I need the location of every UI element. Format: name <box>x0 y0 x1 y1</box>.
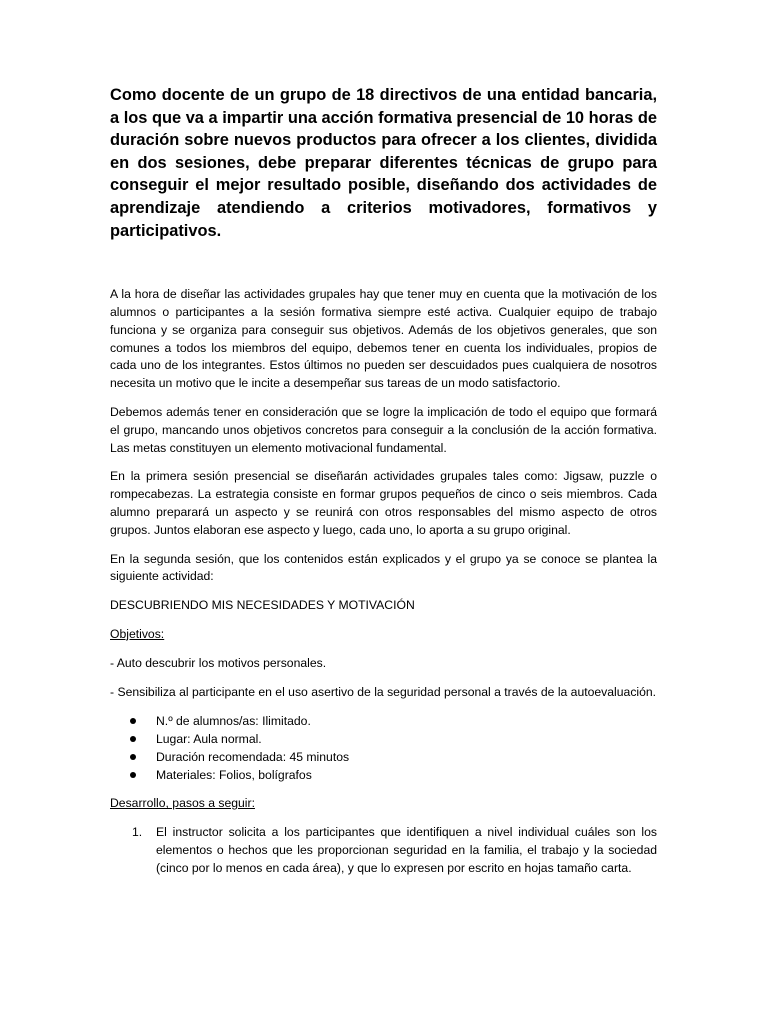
details-list-item <box>156 730 657 748</box>
paragraph-second-session: En la segunda sesión, que los contenidos están explicados y el grupo ya se conoce se plantea la siguiente actividad: <box>110 551 657 584</box>
objective-item: - Auto descubrir los motivos personales. <box>110 655 327 670</box>
steps-list-item <box>132 824 657 877</box>
paragraph-intro: A la hora de diseñar las actividades grupales hay que tener muy en cuenta que la motivación de los alumnos o participantes a la sesión formativa siempre esté activa. Cualquier equipo de trabajo funciona y se organiza para conseguir sus objetivos. Además de los objetivos generales, que son comunes a todos los miembros del equipo, debemos tener en cuenta los individuales, propios de cada uno de los integrantes. Estos últimos no pueden ser descuidados pues cualquiera de nosotros necesita un motivo que le incite a desempeñar sus tareas de un modo satisfactorio. <box>110 287 657 391</box>
details-list-item <box>156 766 657 784</box>
objectives-label: Objetivos: <box>110 626 165 641</box>
paragraph-implication: Debemos además tener en consideración que se logre la implicación de todo el equipo que formará el grupo, mancando unos objetivos concretos para conseguir a la conclusión de la acción formativa. Las metas constituyen un elemento motivacional fundamental. <box>110 404 657 455</box>
details-list-item <box>156 712 657 730</box>
details-list-item <box>156 748 657 766</box>
document-page <box>110 84 657 877</box>
objective-item: - Sensibiliza al participante en el uso asertivo de la seguridad personal a través de la autoevaluación. <box>110 684 657 699</box>
bullet-icon <box>130 772 136 778</box>
document-heading: Como docente de un grupo de 18 directivos de una entidad bancaria, a los que va a impartir una acción formativa presencial de 10 horas de duración sobre nuevos productos para ofrecer a los clientes, dividida en dos sesiones, debe preparar diferentes técnicas de grupo para conseguir el mejor resultado posible, diseñando dos actividades de aprendizaje atendiendo a criterios motivadores, formativos y participativos. <box>110 86 657 240</box>
bullet-icon <box>130 754 136 760</box>
details-text: Lugar: Aula normal. <box>156 732 262 747</box>
bullet-icon <box>130 736 136 742</box>
steps-label: Desarrollo, pasos a seguir: <box>110 796 255 811</box>
details-list <box>110 712 657 784</box>
step-text: El instructor solicita a los participantes que identifiquen a nivel individual cuáles son los elementos o hechos que les proporcionan seguridad en la familia, el trabajo y la sociedad (cinco por lo menos en cada área), y que lo expresen por escrito en hojas tamaño carta. <box>156 825 657 875</box>
details-text: Duración recomendada: 45 minutos <box>156 750 350 765</box>
paragraph-first-session: En la primera sesión presencial se diseñarán actividades grupales tales como: Jigsaw, puzzle o rompecabezas. La estrategia consiste en formar grupos pequeños de cinco o seis miembros. Cada alumno preparará un aspecto y se reunirá con otros responsables del mismo aspecto de otros grupos. Juntos elaboran ese aspecto y luego, cada uno, lo aporta a su grupo original. <box>110 469 657 537</box>
steps-list <box>110 824 657 877</box>
document-body <box>110 286 657 877</box>
step-number: 1. <box>132 825 143 840</box>
bullet-icon <box>130 718 136 724</box>
details-text: Materiales: Folios, bolígrafos <box>156 768 312 783</box>
activity-title: DESCUBRIENDO MIS NECESIDADES Y MOTIVACIÓN <box>110 598 415 613</box>
details-text: N.º de alumnos/as: Ilimitado. <box>156 714 311 729</box>
